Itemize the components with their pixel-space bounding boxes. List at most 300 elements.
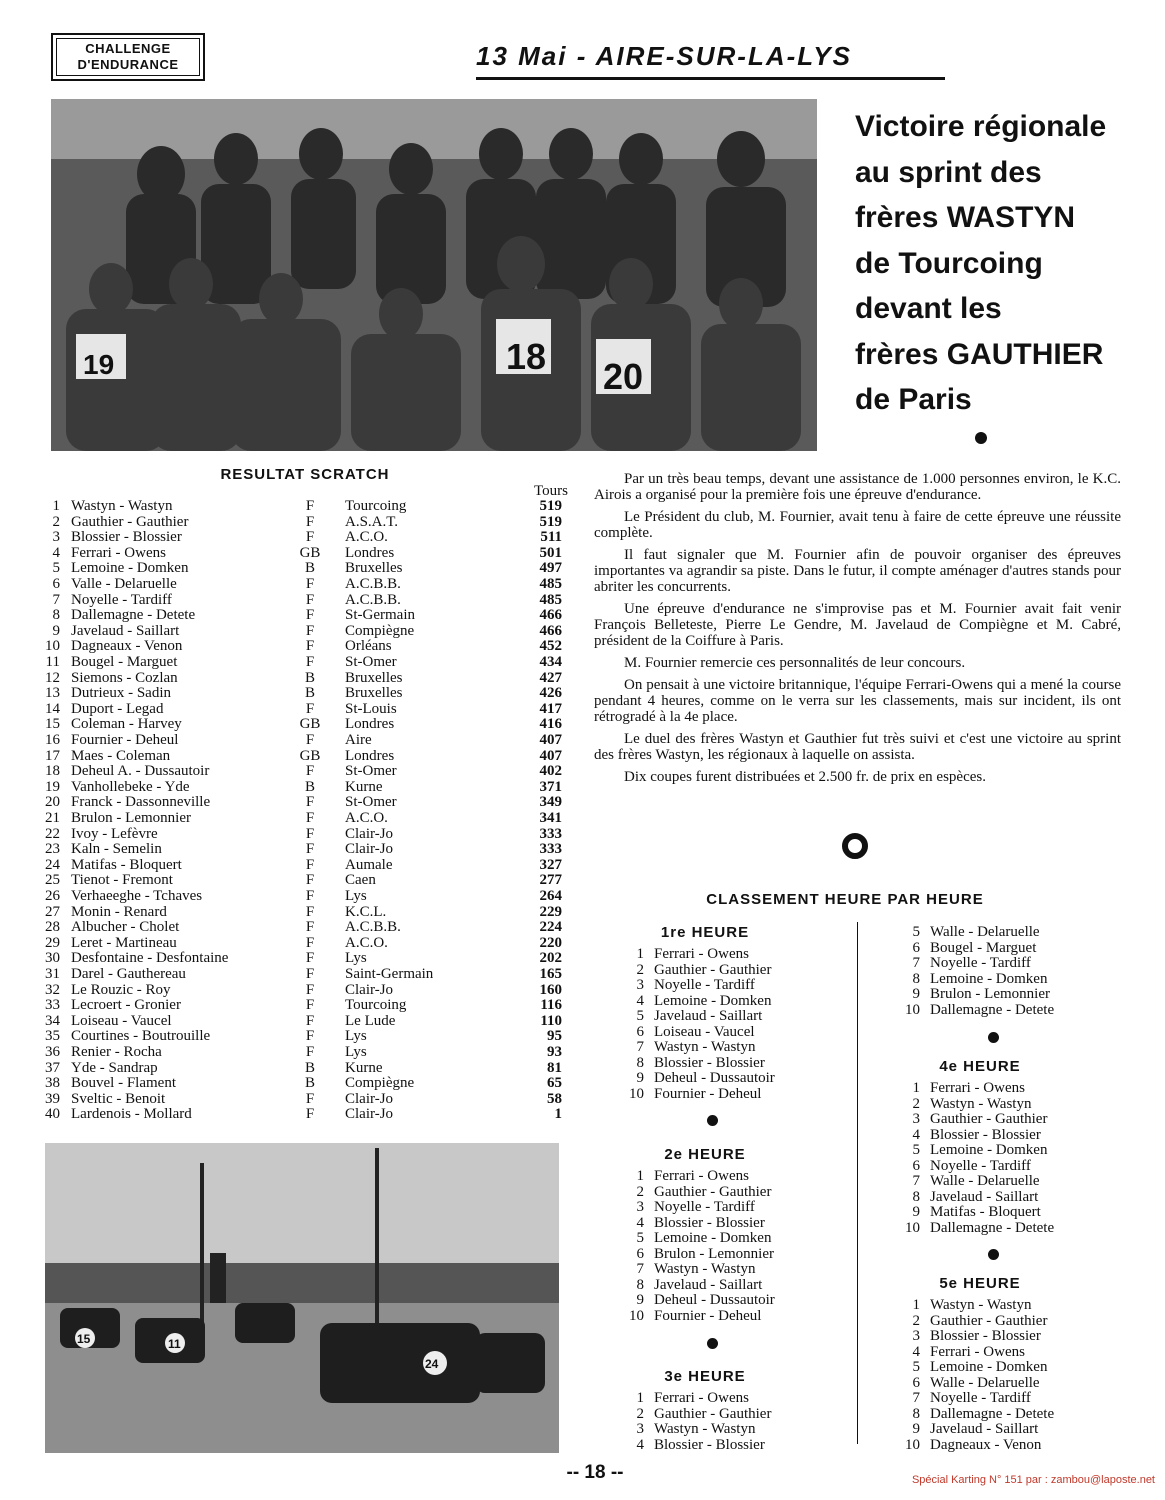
rank-cell: 5	[636, 1008, 644, 1024]
tours-count: 93	[547, 1044, 562, 1060]
table-row	[40, 764, 568, 780]
club-name: A.C.O.	[345, 529, 388, 546]
rank-cell: 3	[52, 529, 60, 546]
nationality: F	[305, 638, 315, 655]
driver-names: Vanhollebeke - Yde	[71, 778, 190, 795]
tours-count: 434	[539, 654, 562, 670]
driver-names: Noyelle - Tardiff	[930, 955, 1031, 971]
nationality: F	[305, 498, 315, 514]
rank-cell: 6	[912, 1374, 920, 1391]
headline-line: de Paris	[855, 383, 972, 416]
tours-count: 333	[539, 825, 562, 842]
club-name: Clair-Jo	[345, 841, 394, 858]
driver-names: Wastyn - Wastyn	[654, 1421, 756, 1437]
tours-count: 407	[539, 732, 562, 748]
rank-cell: 3	[636, 977, 644, 993]
nationality: B	[304, 1059, 315, 1076]
rank-cell: 8	[636, 1276, 644, 1293]
rank-cell: 4	[636, 1436, 644, 1453]
rank-cell: 11	[45, 654, 60, 670]
tours-count: 519	[539, 513, 562, 530]
driver-names: Lecroert - Gronier	[71, 997, 181, 1014]
rank-cell: 37	[45, 1059, 60, 1076]
hour-title: 1re HEURE	[660, 924, 750, 941]
rank-cell: 9	[636, 1070, 644, 1086]
driver-names: Fournier - Deheul	[654, 1085, 762, 1102]
table-row	[40, 827, 568, 843]
rank-cell: 19	[45, 778, 60, 795]
table-row	[40, 671, 568, 687]
club-name: Lys	[345, 888, 367, 904]
rank-cell: 8	[912, 1188, 920, 1205]
rank-cell: 6	[912, 1157, 920, 1174]
driver-names: Dallemagne - Detete	[71, 607, 196, 624]
nationality: F	[305, 1012, 315, 1029]
rank-cell: 9	[52, 622, 60, 639]
table-row	[40, 873, 568, 889]
club-name: A.S.A.T.	[345, 513, 399, 530]
tours-count: 519	[539, 498, 562, 514]
driver-names: Wastyn - Wastyn	[930, 1297, 1032, 1313]
headline	[855, 104, 1155, 423]
nationality: F	[305, 934, 315, 951]
rank-cell: 10	[905, 1219, 920, 1236]
rank-cell: 29	[45, 934, 60, 951]
rank-cell: 21	[45, 810, 60, 826]
rank-cell: 15	[45, 716, 60, 733]
tours-count: 220	[539, 934, 562, 951]
driver-names: Gauthier - Gauthier	[654, 1183, 772, 1200]
table-row	[40, 1045, 568, 1061]
column-rule	[857, 922, 858, 1444]
driver-names: Bouvel - Flament	[71, 1075, 176, 1092]
rank-cell: 34	[45, 1012, 60, 1029]
driver-names: Siemons - Cozlan	[71, 669, 178, 686]
driver-names: Noyelle - Tardiff	[654, 977, 755, 993]
table-row	[40, 639, 568, 655]
article-paragraph: M. Fournier remercie ces personnalités de leur concours.	[624, 655, 966, 671]
tours-count: 229	[539, 903, 562, 920]
driver-names: Walle - Delaruelle	[930, 924, 1040, 940]
badge-line-1: CHALLENGE	[85, 41, 171, 56]
nationality: B	[304, 669, 315, 686]
hour-title: 2e HEURE	[664, 1146, 746, 1163]
rank-cell: 8	[52, 607, 60, 624]
driver-names: Desfontaine - Desfontaine	[71, 950, 229, 967]
nationality: F	[305, 591, 315, 608]
driver-names: Noyelle - Tardiff	[930, 1157, 1031, 1174]
nationality: F	[305, 981, 315, 998]
nationality: GB	[299, 747, 321, 764]
rank-cell: 5	[912, 1359, 920, 1375]
tours-count: 466	[539, 607, 562, 624]
article-paragraph: On pensait à une victoire britannique, l'équipe Ferrari-Owens qui a mené la course pendant 4 heures, comme on le verra sur les classements, mais sur incident, ils ont rétrogradé à la 4e place.	[594, 677, 1121, 725]
nationality: B	[304, 1075, 315, 1092]
table-row	[40, 889, 568, 905]
nationality: F	[305, 513, 315, 530]
rank-cell: 2	[912, 1312, 920, 1329]
rank-cell: 10	[629, 1307, 644, 1324]
table-row	[40, 733, 568, 749]
rank-cell: 17	[45, 747, 60, 764]
rank-cell: 6	[52, 576, 60, 592]
rank-cell: 5	[912, 924, 920, 940]
rank-cell: 1	[636, 1168, 644, 1184]
driver-names: Lemoine - Domken	[654, 992, 772, 1009]
rank-cell: 10	[629, 1085, 644, 1102]
club-name: A.C.B.B.	[345, 919, 401, 936]
article-paragraph: Une épreuve d'endurance ne s'improvise pas et M. Fournier avait fait venir François Belleteste, Pierre Le Gendre, M. Javelaud de Compiègne et M. Cabré, président de la Coiffure à Paris.	[594, 601, 1121, 649]
rank-cell: 40	[45, 1106, 60, 1123]
race-photo	[45, 1143, 559, 1453]
rank-cell: 9	[912, 1421, 920, 1437]
nationality: F	[305, 607, 315, 624]
club-name: A.C.B.B.	[345, 591, 401, 608]
tours-count: 58	[547, 1090, 562, 1107]
table-row	[40, 936, 568, 952]
tours-count: 371	[539, 778, 562, 795]
club-name: Aire	[345, 732, 372, 748]
driver-names: Franck - Dassonneville	[71, 794, 211, 811]
rank-cell: 7	[636, 1261, 644, 1277]
driver-names: Dallemagne - Detete	[930, 1405, 1055, 1422]
article-paragraph: Le duel des frères Wastyn et Gauthier fut très suivi et c'est une victoire au sprint des frères Wastyn, les régionaux à laquelle on assista.	[594, 731, 1121, 763]
driver-names: Ferrari - Owens	[654, 1168, 749, 1184]
rank-cell: 7	[912, 955, 920, 971]
club-name: A.C.B.B.	[345, 576, 401, 592]
tours-count: 407	[539, 747, 562, 764]
nationality: F	[305, 950, 315, 967]
nationality: F	[305, 1028, 315, 1045]
driver-names: Javelaud - Saillart	[654, 1276, 763, 1293]
club-name: Lys	[345, 950, 367, 967]
nationality: F	[305, 856, 315, 873]
rank-cell: 5	[52, 560, 60, 577]
table-row	[40, 749, 568, 765]
club-name: Aumale	[345, 856, 393, 873]
driver-names: Wastyn - Wastyn	[654, 1039, 756, 1055]
nationality: F	[305, 529, 315, 546]
driver-names: Lardenois - Mollard	[71, 1106, 192, 1123]
club-name: Le Lude	[345, 1012, 396, 1029]
driver-names: Fournier - Deheul	[71, 732, 179, 748]
badge-line-2: D'ENDURANCE	[77, 57, 179, 72]
rank-cell: 38	[45, 1075, 60, 1092]
driver-names: Gauthier - Gauthier	[930, 1312, 1048, 1329]
driver-names: Yde - Sandrap	[71, 1059, 158, 1076]
nationality: F	[305, 888, 315, 904]
driver-names: Deheul - Dussautoir	[654, 1070, 775, 1086]
tours-count: 264	[539, 888, 562, 904]
driver-names: Renier - Rocha	[71, 1044, 162, 1060]
driver-names: Javelaud - Saillart	[930, 1421, 1039, 1437]
driver-names: Ferrari - Owens	[654, 946, 749, 962]
rank-cell: 6	[912, 939, 920, 956]
driver-names: Loiseau - Vaucel	[654, 1023, 755, 1040]
club-name: Londres	[345, 747, 395, 764]
driver-names: Duport - Legad	[71, 700, 164, 717]
tours-count: 81	[547, 1059, 562, 1076]
nationality: F	[305, 794, 315, 811]
headline-line: frères WASTYN	[855, 201, 1076, 234]
nationality: F	[305, 654, 315, 670]
rank-cell: 3	[636, 1421, 644, 1437]
rank-cell: 2	[636, 1183, 644, 1200]
hour-title: 4e HEURE	[939, 1058, 1021, 1075]
tours-count: 466	[539, 622, 562, 639]
tours-count: 341	[539, 810, 562, 826]
table-row	[40, 702, 568, 718]
rank-cell: 22	[45, 825, 60, 842]
driver-names: Valle - Delaruelle	[71, 576, 177, 592]
rank-cell: 3	[912, 1328, 920, 1344]
table-row	[40, 593, 568, 609]
tours-count: 426	[539, 685, 562, 702]
table-row	[40, 842, 568, 858]
rank-cell: 35	[45, 1028, 60, 1045]
driver-names: Gauthier - Gauthier	[71, 513, 189, 530]
club-name: Clair-Jo	[345, 981, 394, 998]
driver-names: Le Rouzic - Roy	[71, 981, 171, 998]
driver-names: Walle - Delaruelle	[930, 1374, 1040, 1391]
club-name: Bruxelles	[345, 560, 403, 577]
nationality: F	[305, 700, 315, 717]
rank-cell: 7	[52, 591, 60, 608]
headline-line: frères GAUTHIER	[855, 337, 1104, 371]
article-paragraph: Dix coupes furent distribuées et 2.500 fr. de prix en espèces.	[624, 769, 986, 785]
tours-count: 224	[539, 919, 562, 936]
driver-names: Lemoine - Domken	[654, 1230, 772, 1246]
bullet-dot	[988, 1032, 999, 1043]
driver-names: Matifas - Bloquert	[930, 1204, 1041, 1220]
table-row	[40, 686, 568, 702]
driver-names: Javelaud - Saillart	[654, 1008, 763, 1024]
nationality: F	[305, 966, 315, 982]
driver-names: Dallemagne - Detete	[930, 1001, 1055, 1018]
nationality: F	[305, 872, 315, 889]
rank-cell: 9	[636, 1292, 644, 1308]
tours-count: 333	[539, 841, 562, 858]
bullet-dot	[707, 1338, 718, 1349]
rank-cell: 1	[636, 1390, 644, 1406]
club-name: Londres	[345, 544, 395, 561]
rank-cell: 10	[905, 1001, 920, 1018]
tours-count: 485	[539, 591, 562, 608]
table-row	[40, 717, 568, 733]
rank-cell: 6	[636, 1023, 644, 1040]
rank-cell: 36	[45, 1044, 60, 1060]
tours-count: 165	[539, 966, 562, 982]
driver-names: Coleman - Harvey	[71, 716, 182, 733]
hour-title: 3e HEURE	[664, 1368, 746, 1385]
table-row	[40, 983, 568, 999]
driver-names: Deheul A. - Dussautoir	[71, 763, 210, 780]
nationality: F	[305, 622, 315, 639]
nationality: F	[305, 997, 315, 1014]
ring-ornament	[842, 833, 868, 859]
rank-cell: 3	[636, 1199, 644, 1215]
rank-cell: 27	[45, 903, 60, 920]
rank-cell: 26	[45, 888, 60, 904]
rank-cell: 2	[636, 961, 644, 978]
driver-names: Bougel - Marguet	[71, 654, 178, 670]
nationality: F	[305, 763, 315, 780]
rank-cell: 4	[52, 544, 60, 561]
tours-count: 277	[539, 872, 562, 889]
nationality: F	[305, 825, 315, 842]
nationality: F	[305, 903, 315, 920]
table-row	[40, 1107, 568, 1123]
tours-count: 427	[539, 669, 562, 686]
rank-cell: 32	[45, 981, 60, 998]
rank-cell: 10	[905, 1436, 920, 1453]
driver-names: Monin - Renard	[71, 903, 167, 920]
table-row	[40, 1061, 568, 1077]
table-row	[40, 1092, 568, 1108]
rank-cell: 14	[45, 700, 60, 717]
rank-cell: 2	[52, 513, 60, 530]
svg-text:15: 15	[77, 1332, 91, 1346]
driver-names: Ferrari - Owens	[930, 1080, 1025, 1096]
tours-count: 497	[539, 560, 562, 577]
nationality: F	[305, 810, 315, 826]
club-name: Saint-Germain	[345, 966, 434, 982]
nationality: F	[305, 1090, 315, 1107]
driver-names: Brulon - Lemonnier	[71, 810, 191, 826]
driver-names: Courtines - Boutrouille	[71, 1028, 211, 1045]
table-row	[40, 515, 568, 531]
club-name: Londres	[345, 716, 395, 733]
rank-cell: 23	[45, 841, 60, 858]
rank-cell: 16	[45, 732, 60, 748]
svg-text:11: 11	[168, 1337, 181, 1351]
club-name: St-Omer	[345, 763, 397, 780]
nationality: F	[305, 576, 315, 592]
rank-cell: 33	[45, 997, 60, 1014]
headline-line: Victoire régionale	[855, 110, 1107, 143]
nationality: GB	[299, 544, 321, 561]
driver-names: Gauthier - Gauthier	[654, 1405, 772, 1422]
driver-names: Ivoy - Lefèvre	[71, 825, 158, 842]
driver-names: Sveltic - Benoit	[71, 1090, 166, 1107]
nationality: B	[304, 685, 315, 702]
rank-cell: 4	[636, 992, 644, 1009]
rank-cell: 13	[45, 685, 60, 702]
hour-title: 5e HEURE	[939, 1275, 1021, 1292]
table-row	[40, 1076, 568, 1092]
driver-names: Gauthier - Gauthier	[654, 961, 772, 978]
rank-cell: 2	[636, 1405, 644, 1422]
driver-names: Noyelle - Tardiff	[71, 591, 172, 608]
tours-count: 327	[539, 856, 562, 873]
driver-names: Wastyn - Wastyn	[930, 1095, 1032, 1112]
driver-names: Blossier - Blossier	[654, 1214, 765, 1231]
club-name: St-Omer	[345, 794, 397, 811]
table-row	[40, 998, 568, 1014]
hourly-title: CLASSEMENT HEURE PAR HEURE	[706, 891, 984, 908]
club-name: A.C.O.	[345, 810, 388, 826]
tours-count: 110	[540, 1012, 562, 1029]
driver-names: Wastyn - Wastyn	[71, 498, 173, 514]
page-header: 13 Mai - AIRE-SUR-LA-LYS	[476, 41, 852, 71]
driver-names: Ferrari - Owens	[71, 544, 166, 561]
bullet-dot	[707, 1115, 718, 1126]
svg-text:18: 18	[506, 336, 547, 377]
rank-cell: 12	[45, 669, 60, 686]
headline-line: de Tourcoing	[855, 246, 1043, 280]
driver-names: Kaln - Semelin	[71, 841, 162, 858]
rank-cell: 8	[912, 1405, 920, 1422]
rank-cell: 28	[45, 919, 60, 936]
results-title: RESULTAT SCRATCH	[220, 466, 390, 483]
rank-cell: 25	[45, 872, 60, 889]
tours-count: 402	[539, 763, 562, 780]
tours-count: 452	[539, 638, 562, 655]
table-row	[40, 577, 568, 593]
table-row	[40, 655, 568, 671]
club-name: St-Louis	[345, 700, 397, 717]
tours-count: 416	[539, 716, 562, 733]
nationality: F	[305, 841, 315, 858]
tours-count: 116	[540, 997, 562, 1014]
rank-cell: 5	[912, 1142, 920, 1158]
driver-names: Dallemagne - Detete	[930, 1219, 1055, 1236]
driver-names: Noyelle - Tardiff	[930, 1390, 1031, 1406]
driver-names: Walle - Delaruelle	[930, 1173, 1040, 1189]
table-row	[40, 624, 568, 640]
table-row	[40, 811, 568, 827]
header-rule	[476, 77, 945, 80]
svg-text:20: 20	[603, 356, 644, 397]
rank-cell: 7	[912, 1390, 920, 1406]
article-body	[594, 471, 1121, 791]
rank-cell: 24	[45, 856, 60, 873]
bullet-dot	[988, 1249, 999, 1260]
rank-cell: 4	[912, 1343, 920, 1360]
rank-cell: 1	[912, 1297, 920, 1313]
rank-cell: 20	[45, 794, 60, 811]
table-row	[40, 1014, 568, 1030]
nationality: B	[304, 778, 315, 795]
driver-names: Blossier - Blossier	[71, 529, 182, 546]
table-row	[40, 780, 568, 796]
driver-names: Albucher - Cholet	[71, 919, 180, 936]
table-row	[40, 858, 568, 874]
tours-count: 95	[547, 1028, 562, 1045]
club-name: Tourcoing	[345, 498, 407, 514]
driver-names: Lemoine - Domken	[930, 1142, 1048, 1158]
club-name: Clair-Jo	[345, 1090, 394, 1107]
driver-names: Blossier - Blossier	[654, 1054, 765, 1071]
driver-names: Javelaud - Saillart	[930, 1188, 1039, 1205]
club-name: Kurne	[345, 1059, 383, 1076]
club-name: Orléans	[345, 638, 392, 655]
rank-cell: 8	[912, 970, 920, 987]
club-name: Bruxelles	[345, 685, 403, 702]
rank-cell: 31	[45, 966, 60, 982]
driver-names: Noyelle - Tardiff	[654, 1199, 755, 1215]
rank-cell: 7	[636, 1039, 644, 1055]
club-name: Clair-Jo	[345, 1106, 394, 1123]
club-name: Lys	[345, 1044, 367, 1060]
driver-names: Matifas - Bloquert	[71, 856, 182, 873]
rank-cell: 39	[45, 1090, 60, 1107]
driver-names: Wastyn - Wastyn	[654, 1261, 756, 1277]
club-name: Tourcoing	[345, 997, 407, 1014]
bullet-dot	[975, 432, 987, 444]
rank-cell: 1	[636, 946, 644, 962]
rank-cell: 9	[912, 986, 920, 1002]
